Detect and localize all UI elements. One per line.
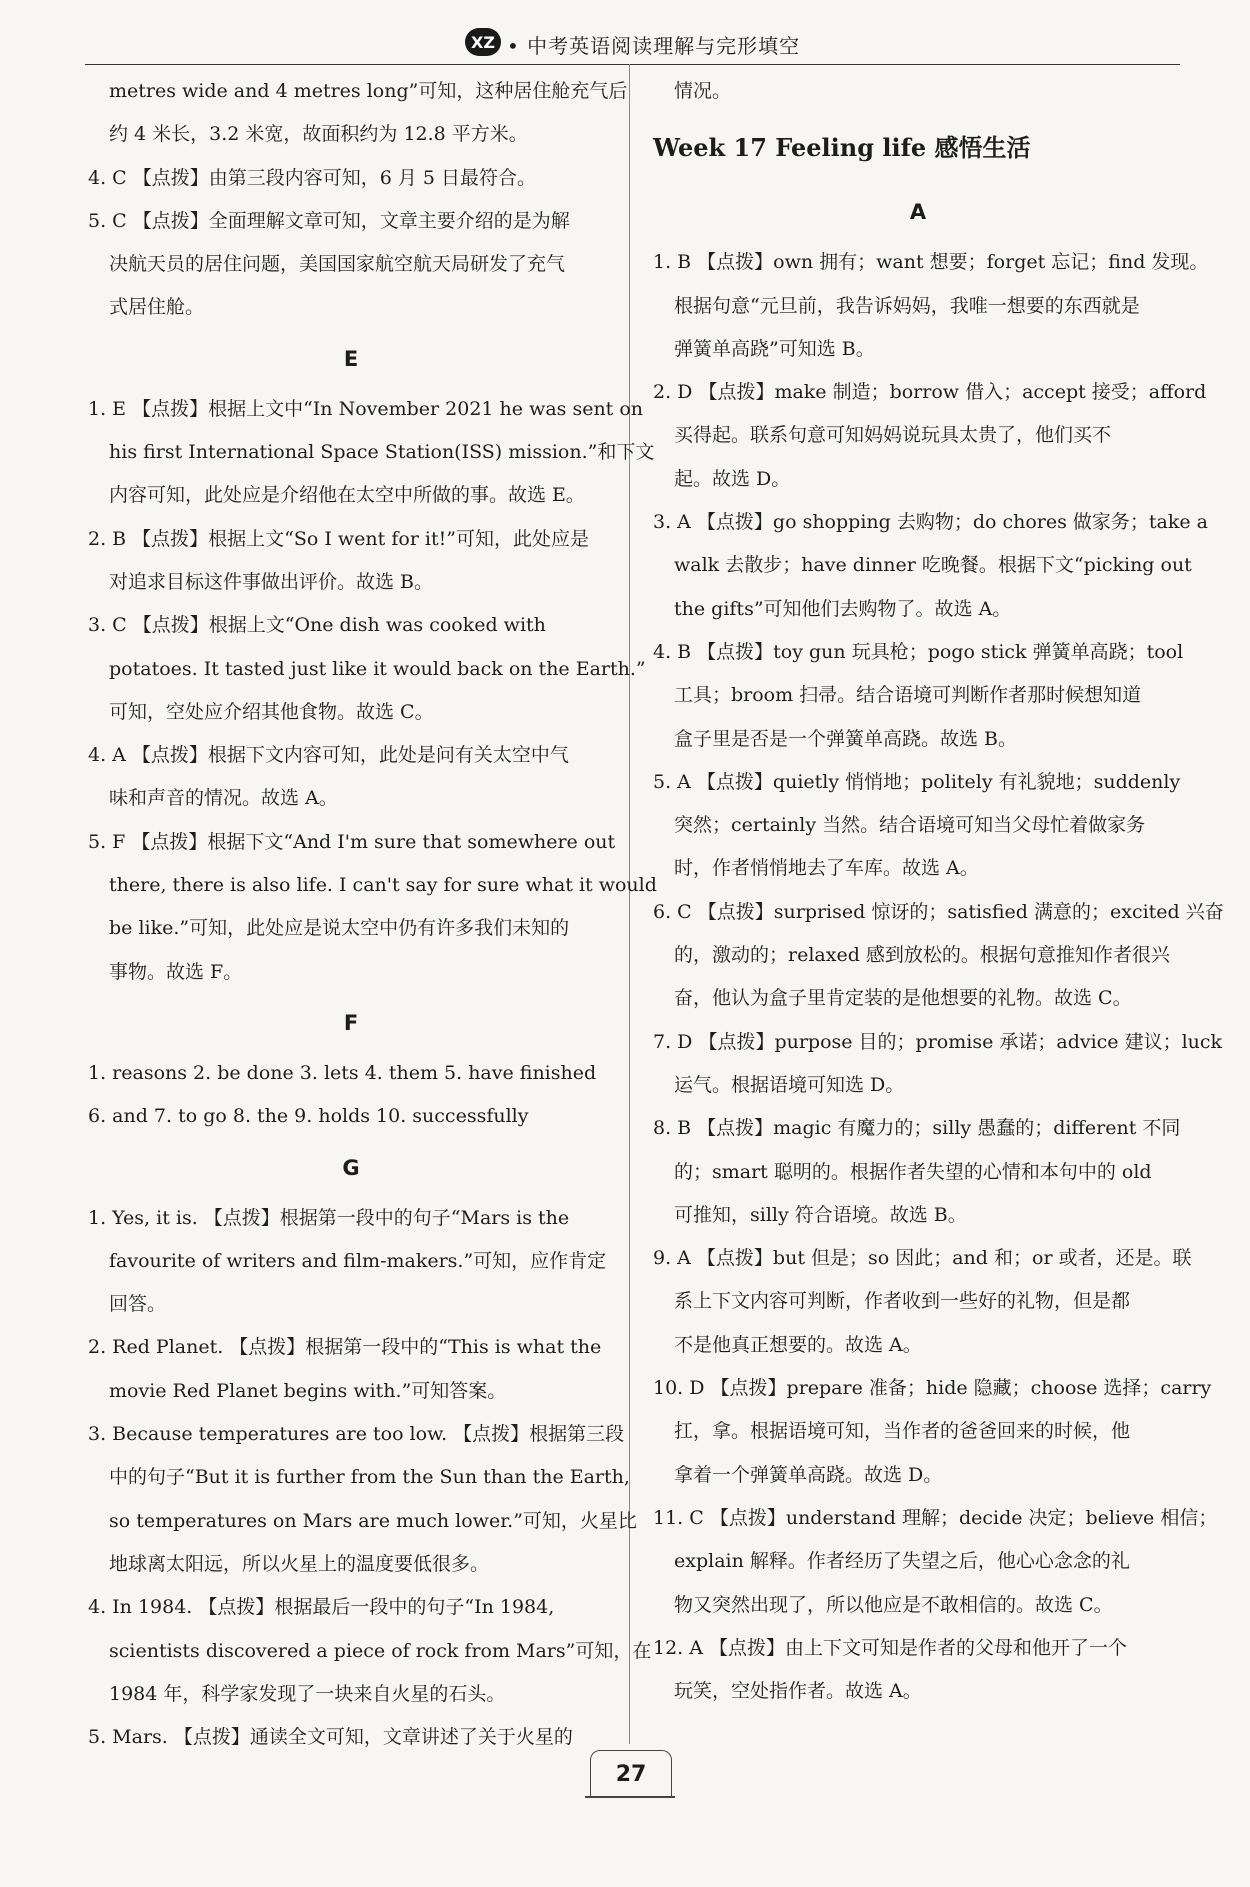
answer-line: 式居住舱。 <box>109 296 205 319</box>
answer-line: 可推知，silly 符合语境。故选 B。 <box>674 1203 967 1226</box>
page-number-badge <box>590 1750 672 1797</box>
answer-line: 5. Mars. 【点拨】通读全文可知，文章讲述了关于火星的 <box>88 1726 573 1749</box>
answer-line: 突然；certainly 当然。结合语境可知当父母忙着做家务 <box>674 814 1146 837</box>
answer-line: 6. and 7. to go 8. the 9. holds 10. successfully <box>88 1105 529 1128</box>
answer-line: 玩笑，空处指作者。故选 A。 <box>674 1680 922 1703</box>
answer-line: his first International Space Station(ISS) mission.”和下文 <box>109 441 655 464</box>
answer-line: 6. C 【点拨】surprised 惊讶的；satisfied 满意的；excited 兴奋 <box>653 900 1224 923</box>
answer-line: 4. C 【点拨】由第三段内容可知，6 月 5 日最符合。 <box>88 166 537 189</box>
answer-line: 味和声音的情况。故选 A。 <box>109 787 338 810</box>
answer-line: 4. B 【点拨】toy gun 玩具枪；pogo stick 弹簧单高跷；tool <box>653 640 1184 663</box>
answer-line: 5. F 【点拨】根据下文“And I'm sure that somewhere out <box>88 830 616 853</box>
answer-line: 1. E 【点拨】根据上文中“In November 2021 he was sent on <box>88 397 644 420</box>
answer-line: 12. A 【点拨】由上下文可知是作者的父母和他开了一个 <box>653 1636 1128 1659</box>
answer-line: 7. D 【点拨】purpose 目的；promise 承诺；advice 建议；luck <box>653 1030 1223 1053</box>
answer-line: 运气。根据语境可知选 D。 <box>674 1073 905 1096</box>
answer-line: 9. A 【点拨】but 但是；so 因此；and 和；or 或者，还是。联 <box>653 1247 1192 1270</box>
answer-line: 内容可知，此处应是介绍他在太空中所做的事。故选 E。 <box>109 484 585 507</box>
page-number-base <box>585 1796 675 1798</box>
answer-line: walk 去散步；have dinner 吃晚餐。根据下文“picking out <box>674 554 1192 577</box>
publisher-logo: XZ <box>465 28 501 56</box>
page-number: 27 <box>615 1761 647 1787</box>
answer-line: potatoes. It tasted just like it would back on the Earth.” <box>109 657 646 680</box>
answer-line: 10. D 【点拨】prepare 准备；hide 隐藏；choose 选择；carry <box>653 1377 1212 1400</box>
answer-line: scientists discovered a piece of rock from Mars”可知，在 <box>109 1639 652 1662</box>
answer-line: 根据句意“元旦前，我告诉妈妈，我唯一想要的东西就是 <box>674 294 1140 317</box>
answer-line: favourite of writers and film-makers.”可知，应作肯定 <box>109 1249 607 1272</box>
right-column <box>653 70 1224 1713</box>
week-heading: Week 17 Feeling life 感悟生活 <box>653 133 1031 163</box>
answer-line: 事物。故选 F。 <box>109 960 243 983</box>
answer-line: 8. B 【点拨】magic 有魔力的；silly 愚蠢的；different 不同 <box>653 1117 1181 1140</box>
answer-line: 起。故选 D。 <box>674 467 791 490</box>
answer-line: 拿着一个弹簧单高跷。故选 D。 <box>674 1463 943 1486</box>
answer-line: 4. A 【点拨】根据下文内容可知，此处是问有关太空中气 <box>88 744 569 767</box>
answer-line: 3. Because temperatures are too low. 【点拨】根据第三段 <box>88 1423 625 1446</box>
answer-line: 5. A 【点拨】quietly 悄悄地；politely 有礼貌地；suddenly <box>653 770 1181 793</box>
answer-line: 2. Red Planet. 【点拨】根据第一段中的“This is what the <box>88 1336 602 1359</box>
answer-line: metres wide and 4 metres long”可知，这种居住舱充气后 <box>109 80 628 102</box>
answer-line: 4. In 1984. 【点拨】根据最后一段中的句子“In 1984, <box>88 1596 555 1619</box>
answer-line: 地球离太阳远，所以火星上的温度要低很多。 <box>109 1552 490 1575</box>
answer-line: 奋，他认为盒子里肯定装的是他想要的礼物。故选 C。 <box>674 987 1132 1010</box>
answer-line: there, there is also life. I can't say for sure what it would <box>109 874 657 897</box>
answer-line: 不是他真正想要的。故选 A。 <box>674 1333 922 1356</box>
answer-line: 约 4 米长，3.2 米宽，故面积约为 12.8 平方米。 <box>109 123 528 146</box>
answer-line: 弹簧单高跷”可知选 B。 <box>674 337 875 360</box>
answer-line: movie Red Planet begins with.”可知答案。 <box>109 1379 507 1402</box>
answer-line: 中的句子“But it is further from the Sun than the Earth, <box>109 1466 630 1489</box>
answer-line: 1. B 【点拨】own 拥有；want 想要；forget 忘记；find 发现。 <box>653 251 1209 274</box>
answer-line: 11. C 【点拨】understand 理解；decide 决定；believe 相信； <box>653 1506 1218 1529</box>
section-heading: A <box>909 200 927 225</box>
section-heading: E <box>343 346 359 371</box>
answer-line: 3. C 【点拨】根据上文“One dish was cooked with <box>88 614 546 637</box>
answer-line: 2. B 【点拨】根据上文“So I went for it!”可知，此处应是 <box>88 527 589 550</box>
answer-line: 对追求目标这件事做出评价。故选 B。 <box>109 570 434 593</box>
answer-line: 时，作者悄悄地去了车库。故选 A。 <box>674 857 979 880</box>
answer-line: 扛，拿。根据语境可知，当作者的爸爸回来的时候，他 <box>674 1420 1131 1443</box>
answer-line: 的，激动的；relaxed 感到放松的。根据句意推知作者很兴 <box>674 944 1170 967</box>
section-heading: F <box>343 1010 359 1035</box>
answer-line: 的；smart 聪明的。根据作者失望的心情和本句中的 old <box>674 1160 1152 1183</box>
answer-line: 工具；broom 扫帚。结合语境可判断作者那时候想知道 <box>674 684 1142 707</box>
answer-line: 可知，空处应介绍其他食物。故选 C。 <box>109 700 434 723</box>
page-header <box>85 24 1180 65</box>
answer-line: 系上下文内容可判断，作者收到一些好的礼物，但是都 <box>674 1290 1131 1313</box>
answer-line: 买得起。联系句意可知妈妈说玩具太贵了，他们买不 <box>674 424 1112 447</box>
answer-line: 5. C 【点拨】全面理解文章可知，文章主要介绍的是为解 <box>88 209 570 232</box>
answer-line: 3. A 【点拨】go shopping 去购物；do chores 做家务；take a <box>653 511 1208 534</box>
answer-line: so temperatures on Mars are much lower.”可知，火星比 <box>109 1509 637 1532</box>
answer-line: 物又突然出现了，所以他应是不敢相信的。故选 C。 <box>674 1593 1113 1616</box>
answer-line: 盒子里是否是一个弹簧单高跷。故选 B。 <box>674 727 1018 750</box>
section-heading: G <box>342 1155 360 1180</box>
answer-line: 决航天员的居住问题，美国国家航空航天局研发了充气 <box>109 253 566 276</box>
book-title: • 中考英语阅读理解与完形填空 <box>507 34 801 58</box>
answer-line: be like.”可知，此处应是说太空中仍有许多我们未知的 <box>109 917 570 940</box>
answer-line: the gifts”可知他们去购物了。故选 A。 <box>674 597 1012 620</box>
answer-line: explain 解释。作者经历了失望之后，他心心念念的礼 <box>674 1550 1130 1573</box>
answer-line: 情况。 <box>674 80 732 102</box>
answer-line: 2. D 【点拨】make 制造；borrow 借入；accept 接受；afford <box>653 381 1207 404</box>
answer-line: 1. Yes, it is. 【点拨】根据第一段中的句子“Mars is the <box>88 1206 570 1229</box>
answer-line: 1. reasons 2. be done 3. lets 4. them 5. have finished <box>88 1061 597 1084</box>
answer-line: 1984 年，科学家发现了一块来自火星的石头。 <box>109 1682 506 1705</box>
left-column <box>88 70 657 1759</box>
answer-line: 回答。 <box>109 1293 167 1316</box>
